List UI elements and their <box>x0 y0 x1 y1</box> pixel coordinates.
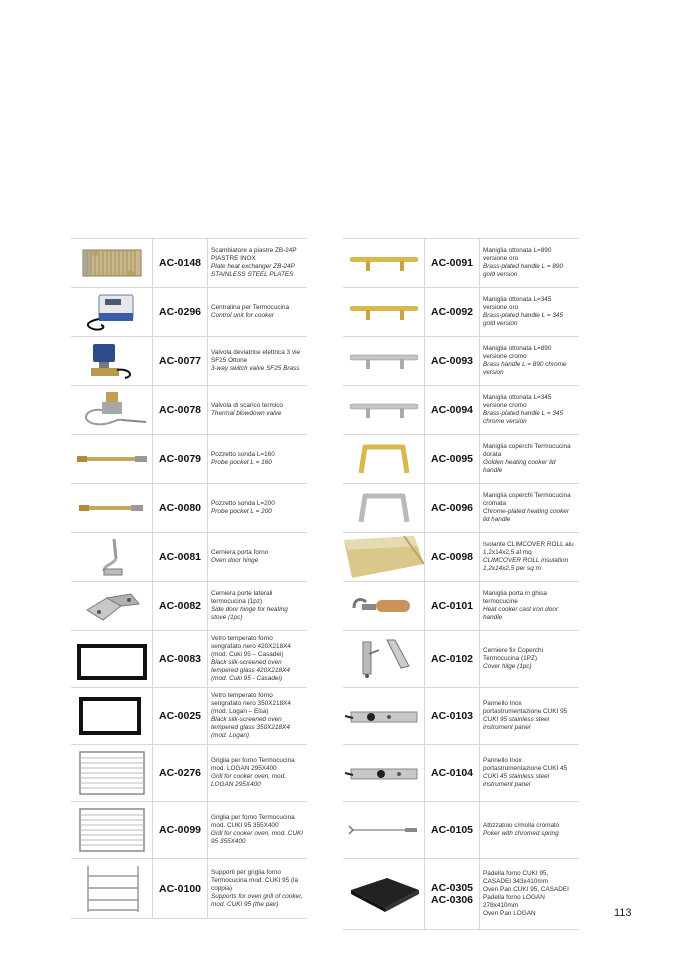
cover-hinge-icon <box>343 631 425 687</box>
product-description <box>480 533 579 581</box>
product-row <box>343 533 579 582</box>
description-en: Supports for oven grill of cooker, mod. CUKI 95 (the pair) <box>211 892 303 908</box>
description-en: Black silk-screened oven tempered glass 420X218X4 (mod. Cuki 95 - Casadei) <box>211 659 290 682</box>
product-code <box>425 582 480 630</box>
description-it: Maniglia ottonata L=890 versione oro <box>483 247 552 262</box>
product-description <box>480 239 579 287</box>
description-it: Valvola deviatrice elettrica 3 vie SF25 Ottone <box>211 349 301 364</box>
description-it: Centralina per Termocucina <box>211 304 290 311</box>
product-code <box>153 631 208 687</box>
product-table-right <box>343 238 579 930</box>
cast-iron-handle-icon <box>343 582 425 630</box>
product-description <box>480 631 579 687</box>
product-code <box>153 859 208 918</box>
door-hinge-icon <box>71 533 153 581</box>
description-en: Control unit for cooker <box>211 312 274 319</box>
description-en: Chrome-plated heating cooker lid handle <box>483 508 569 523</box>
code-label: AC-0306 <box>430 894 474 906</box>
product-row <box>71 745 307 802</box>
product-description <box>480 288 579 336</box>
description-it: Isolante CLIMCOVER ROLL alu 1,2x14x2,5 al mq <box>483 541 574 556</box>
description-en: Golden heating cooker lid handle <box>483 459 556 474</box>
product-description <box>208 802 307 858</box>
product-row <box>343 745 579 802</box>
oven-grill-icon <box>71 745 153 801</box>
description-it: Maniglia ottonata L=890 versione cromo <box>483 345 552 360</box>
product-row <box>71 239 307 288</box>
code-label: AC-0078 <box>158 404 202 416</box>
oven-glass-icon <box>71 631 153 687</box>
grill-supports-icon <box>71 859 153 918</box>
plate-heat-exchanger-icon <box>71 239 153 287</box>
product-description <box>208 386 307 434</box>
product-code <box>425 688 480 744</box>
instrument-panel-icon <box>343 688 425 744</box>
code-label: AC-0080 <box>158 502 202 514</box>
product-code <box>153 435 208 483</box>
product-row <box>71 533 307 582</box>
product-description <box>208 337 307 385</box>
description-it: Maniglia coperchi Termocucina cromata <box>483 492 571 507</box>
blowdown-valve-icon <box>71 386 153 434</box>
product-description <box>480 484 579 532</box>
description-it: Maniglia ottonata L=345 versione cromo <box>483 394 552 409</box>
description-en: 3-way switch valve SF25 Brass <box>211 365 300 372</box>
product-row <box>343 288 579 337</box>
product-row <box>343 802 579 859</box>
code-label: AC-0082 <box>158 600 202 612</box>
description-it: Griglia per forno Termocucina mod. CUKI 95 355X400 <box>211 814 295 829</box>
description-en: CUKI 45 stainless steel instrument panel <box>483 773 550 788</box>
product-code <box>153 484 208 532</box>
description-it: Vetro temperato forno sengrafato nero 420X218X4 (mod. Cuki 95 – Casadei) <box>211 635 291 658</box>
code-label: AC-0077 <box>158 355 202 367</box>
description-it: Valvola di scarico termico <box>211 402 283 409</box>
code-label: AC-0103 <box>430 710 474 722</box>
product-description <box>208 435 307 483</box>
product-code <box>425 435 480 483</box>
description-en: Brass-plated handle L = 890 gold version <box>483 263 564 278</box>
product-row <box>343 631 579 688</box>
code-label: AC-0094 <box>430 404 474 416</box>
gold-handle-icon <box>343 239 425 287</box>
product-description <box>480 688 579 744</box>
code-label: AC-0081 <box>158 551 202 563</box>
description-en: CLIMCOVER ROLL insulation 1,2x14x2,5 per sq m <box>483 557 569 572</box>
description-en: Poker with chromed spring <box>483 830 559 837</box>
switch-valve-icon <box>71 337 153 385</box>
code-label: AC-0276 <box>158 767 202 779</box>
description-en: Grill for cooker oven, mod. CUKI 95 355X400 <box>211 830 303 845</box>
description-line: Oven Pan CUKI 95, CASADEI <box>483 886 569 893</box>
product-description <box>208 688 307 744</box>
oven-glass-icon <box>71 688 153 744</box>
chrome-handle-icon <box>343 386 425 434</box>
product-row <box>343 337 579 386</box>
poker-icon <box>343 802 425 858</box>
product-description <box>480 337 579 385</box>
description-it: Supporti per griglia forno Termocucina mod. CUKI 95 (la coppia) <box>211 868 299 892</box>
product-code <box>425 484 480 532</box>
description-en: Brass-plated handle L = 345 gold version <box>483 312 564 327</box>
product-description <box>208 239 307 287</box>
oven-pan-icon <box>343 859 425 929</box>
product-code <box>153 239 208 287</box>
product-description <box>208 288 307 336</box>
code-label: AC-0096 <box>430 502 474 514</box>
product-row <box>343 484 579 533</box>
description-it: Scambiatore a piastre ZB-24P PIASTRE INOX <box>211 247 297 262</box>
product-description <box>208 859 307 918</box>
description-it: Griglia per forno Termocucina mod. LOGAN 295X400 <box>211 757 295 772</box>
product-code <box>153 288 208 336</box>
product-description <box>480 859 579 929</box>
description-en: Side door hinge for heating stove (1pc) <box>211 606 288 621</box>
product-description <box>480 745 579 801</box>
code-label: AC-0083 <box>158 653 202 665</box>
page-number: 113 <box>614 907 632 919</box>
gold-handle-icon <box>343 288 425 336</box>
product-code <box>153 337 208 385</box>
description-en: Grill for cooker oven, mod. LOGAN 295X400 <box>211 773 286 788</box>
description-line: Oven Pan LOGAN <box>483 910 536 917</box>
description-en: Cover hilge (1pc) <box>483 663 532 670</box>
description-line: Padella forno CUKI 95, CASADEI 343x410mm <box>483 870 549 885</box>
code-label: AC-0091 <box>430 257 474 269</box>
product-row <box>343 582 579 631</box>
product-code <box>153 533 208 581</box>
product-code <box>153 745 208 801</box>
code-label: AC-0102 <box>430 653 474 665</box>
code-label: AC-0093 <box>430 355 474 367</box>
code-label: AC-0100 <box>158 882 202 895</box>
code-label: AC-0101 <box>430 600 474 612</box>
product-code <box>153 386 208 434</box>
description-it: Maniglia ottonata L=345 versione oro <box>483 296 552 311</box>
control-unit-icon <box>71 288 153 336</box>
product-row <box>343 239 579 288</box>
code-label: AC-0104 <box>430 767 474 779</box>
code-label: AC-0095 <box>430 453 474 465</box>
description-en: Plate heat exchanger ZB-24P STAINLESS STEEL PLATES <box>211 263 295 278</box>
product-row <box>71 688 307 745</box>
description-it: Pannello Inox portastrumentazione CUKI 45 <box>483 757 568 772</box>
product-description <box>208 484 307 532</box>
insulation-roll-icon <box>343 533 425 581</box>
description-en: Thermal blowdown valve <box>211 410 282 417</box>
product-description <box>480 802 579 858</box>
product-table-left <box>71 238 307 919</box>
description-en: CUKI 95 stainless steel instrument panel <box>483 716 550 731</box>
code-label: AC-0305 <box>430 882 474 894</box>
product-row <box>343 435 579 484</box>
product-description <box>208 745 307 801</box>
code-label: AC-0098 <box>430 551 474 563</box>
description-it: Pozzetto sonda L=200 <box>211 500 275 507</box>
code-label: AC-0092 <box>430 306 474 318</box>
product-description <box>208 631 307 687</box>
product-row <box>71 859 307 919</box>
product-row <box>71 386 307 435</box>
description-en: Brass handle L = 890 chrome version <box>483 361 567 376</box>
product-code <box>425 239 480 287</box>
product-row <box>343 859 579 930</box>
description-it: Cerniera porta forno <box>211 549 269 556</box>
description-it: Cerniere fix Coperchi Termocucina (1PZ) <box>483 647 544 662</box>
product-row <box>71 435 307 484</box>
description-line: Padella forno LOGAN 278x410mm <box>483 894 545 909</box>
product-row <box>71 484 307 533</box>
product-row <box>71 337 307 386</box>
description-it: Maniglia coperchi Termocucina dorata <box>483 443 571 458</box>
product-code <box>425 802 480 858</box>
product-row <box>71 631 307 688</box>
product-row <box>71 288 307 337</box>
code-label: AC-0099 <box>158 824 202 836</box>
product-code <box>425 337 480 385</box>
product-description <box>480 435 579 483</box>
probe-pocket-icon <box>71 484 153 532</box>
product-row <box>71 802 307 859</box>
product-row <box>71 582 307 631</box>
product-code <box>425 288 480 336</box>
product-description <box>208 582 307 630</box>
code-label: AC-0079 <box>158 453 202 465</box>
description-it: Pozzetto sonda L=160 <box>211 451 275 458</box>
gold-lid-handle-icon <box>343 435 425 483</box>
probe-pocket-icon <box>71 435 153 483</box>
description-it: Attizzatoio c/molla cromato <box>483 822 560 829</box>
description-en: Oven door hinge <box>211 557 259 564</box>
description-en: Probe pocket L = 200 <box>211 508 272 515</box>
code-label: AC-0296 <box>158 306 202 318</box>
instrument-panel-icon <box>343 745 425 801</box>
product-code <box>153 802 208 858</box>
code-label: AC-0105 <box>430 824 474 836</box>
product-row <box>343 386 579 435</box>
product-row <box>343 688 579 745</box>
description-en: Black silk-screened oven tempered glass 350X218X4 (mod. Logan) <box>211 716 290 739</box>
oven-grill-icon <box>71 802 153 858</box>
code-label: AC-0148 <box>158 257 202 269</box>
product-description <box>480 386 579 434</box>
description-it: Pannello Inox portastrumentazione CUKI 95 <box>483 700 568 715</box>
product-code <box>425 745 480 801</box>
product-code <box>425 386 480 434</box>
description-en: Heat cooker cast iron door handle <box>483 606 558 621</box>
chrome-handle-icon <box>343 337 425 385</box>
chrome-lid-handle-icon <box>343 484 425 532</box>
product-code <box>425 533 480 581</box>
description-en: Brass-plated handle L = 345 chrome version <box>483 410 564 425</box>
description-it: Cerniera porte laterali termocucina (1pz) <box>211 590 273 605</box>
product-code <box>425 631 480 687</box>
description-en: Probe pocket L = 160 <box>211 459 272 466</box>
code-label: AC-0025 <box>158 710 202 722</box>
description-it: Vetro temperato forno sengrafato nero 350X218X4 (mod. Logan – Elsa) <box>211 692 291 715</box>
product-description <box>208 533 307 581</box>
product-code <box>153 688 208 744</box>
description-it: Maniglia porta in ghisa termocucine <box>483 590 547 605</box>
product-code <box>425 859 480 929</box>
product-code <box>153 582 208 630</box>
side-hinge-icon <box>71 582 153 630</box>
product-description <box>480 582 579 630</box>
